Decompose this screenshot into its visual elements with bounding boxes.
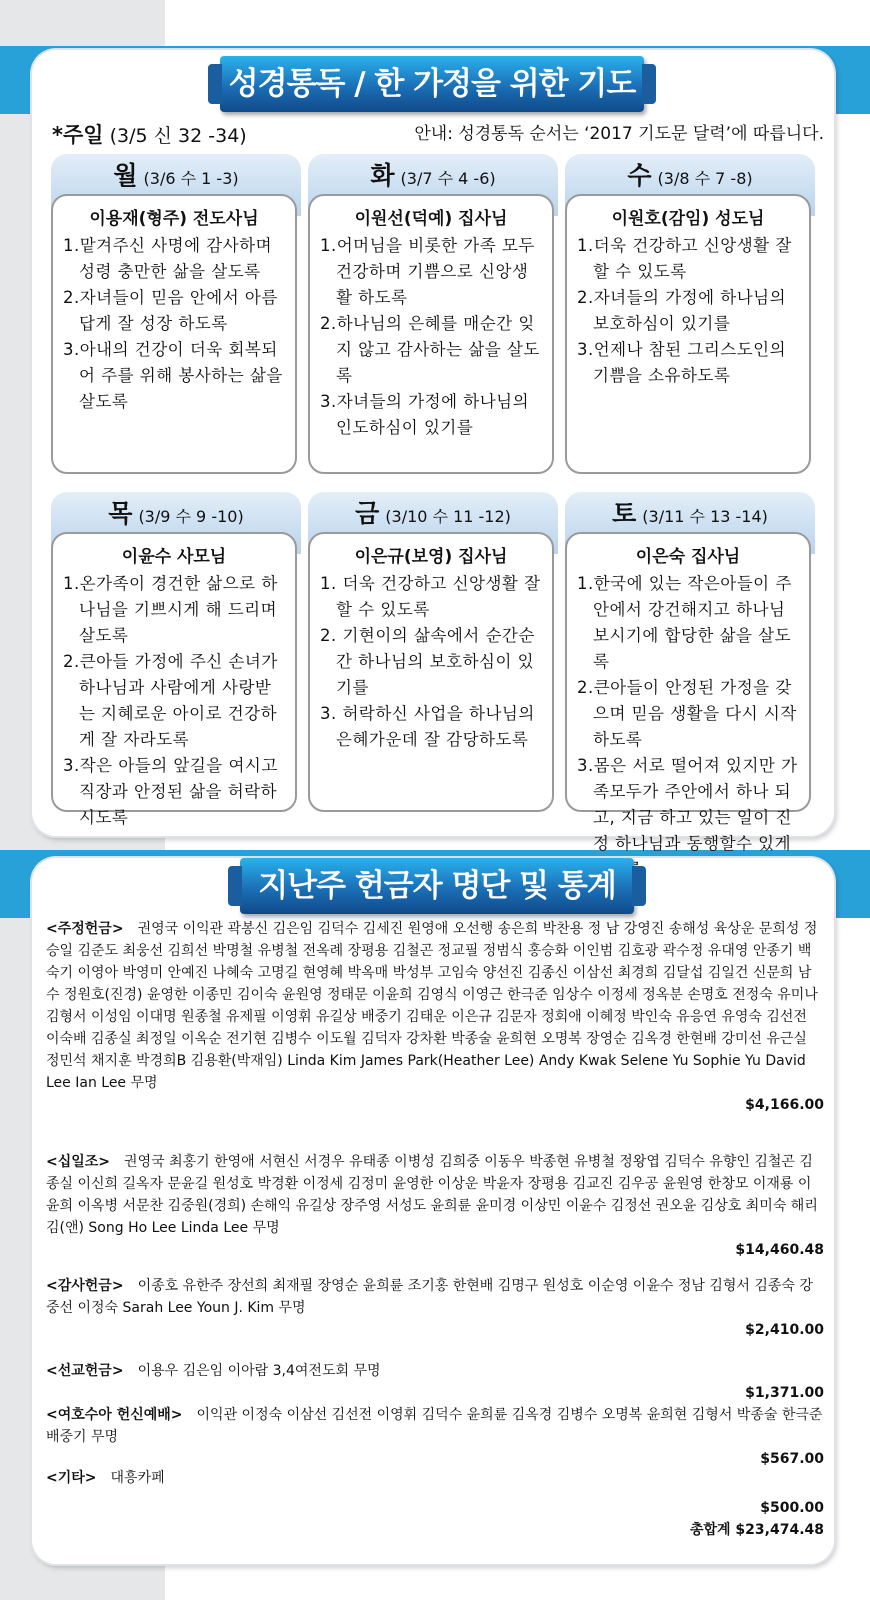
donation-label: <여호수아 헌신예배> [46, 1407, 183, 1423]
donation-label: <기타> [46, 1470, 97, 1486]
prayer-item: 1.온가족이 경건한 삶으로 하나님을 기쁘시게 해 드리며 살도록 [63, 574, 278, 645]
donation-label: <주정헌금> [46, 921, 124, 937]
donation-amount: $567.00 [760, 1451, 824, 1467]
prayer-box [565, 532, 811, 853]
donor-names: 이익관 이정숙 이삼선 김선전 이영휘 김덕수 윤희륜 김옥경 김병수 오명복 윤희현 김형서 박종술 한극준 배중기 무명 [46, 1407, 823, 1445]
donation-amount: $2,410.00 [745, 1322, 824, 1338]
donor-names: 권영국 최홍기 한영애 서현신 서경우 유태종 이병성 김희중 이동우 박종현 유병철 정왕엽 김덕수 유향인 김철곤 김종실 이신희 길옥자 문윤길 원성호 박경환 이정세 김정미 윤영한 이상운 박윤자 장평용 김교진 김우공 윤원영 한창모 이재룡 이윤희 이옥병 서문찬 김중원(경희) 손해익 유길상 장주영 서성도 윤희륜 윤미경 이상민 이윤수 김정선 권오윤 김상호 최미숙 해리김(앤) Song Ho Lee Linda Lee 무명 [46, 1154, 818, 1236]
reading-notice: 안내: 성경통독 순서는 ‘2017 기도문 달력’에 따릅니다. [414, 124, 824, 144]
prayer-item: 1.더욱 건강하고 신앙생활 잘 할 수 있도록 [577, 236, 792, 281]
donation-amount: $500.00 [760, 1500, 824, 1516]
prayer-item: 3.몸은 서로 떨어져 있지만 가족모두가 주안에서 하나 되고, 지금 하고 있는 일이 진정 하나님과 동행할수 있게 [577, 756, 798, 853]
prayer-item: 2.자녀들의 가정에 하나님의 보호하심이 있기를 [577, 288, 787, 333]
prayer-person: 이용재(형주) 전도사님 [89, 209, 259, 229]
day-header: 금 (3/10 수 11 -12) [308, 492, 558, 554]
offering-title: 지난주 헌금자 명단 및 통계 [240, 858, 634, 914]
prayer-box [51, 532, 297, 827]
donation-section-tithe [46, 1151, 824, 1261]
prayer-box [565, 194, 811, 474]
prayer-item: 1.한국에 있는 작은아들이 주안에서 강건해지고 하나님 보시기에 합당한 삶을 살도록 [577, 574, 792, 671]
prayer-person: 이원호(감임) 성도님 [611, 209, 765, 229]
donation-amount: $14,460.48 [735, 1242, 824, 1258]
donor-names: 대흥카페 [110, 1470, 165, 1486]
day-header: 목 (3/9 수 9 -10) [51, 492, 301, 554]
bible-reading-title: 성경통독 / 한 가정을 위한 기도 [220, 56, 644, 112]
prayer-item: 2. 기현이의 삶속에서 순간순간 하나님의 보호하심이 있기를 [320, 626, 535, 697]
donor-names: 이종호 유한주 장선희 최재필 장영순 윤희륜 조기홍 한현배 김명구 원성호 이순영 이윤수 정남 김형서 김종숙 강중선 이정숙 Sarah Lee Youn J. Kim 무명 [46, 1278, 813, 1316]
prayer-item: 3.언제나 참된 그리스도인의 기쁨을 소유하도록 [577, 340, 787, 385]
day-header: 화 (3/7 수 4 -6) [308, 154, 558, 216]
sunday-label: *주일 [52, 123, 104, 147]
prayer-box [308, 194, 554, 474]
day-card-sat [565, 492, 815, 853]
donor-names: 이용우 김은임 이아람 3,4여전도회 무명 [137, 1363, 381, 1379]
donation-section-mission [46, 1360, 824, 1404]
donation-amount: $1,371.00 [745, 1385, 824, 1401]
donation-label: <감사헌금> [46, 1278, 124, 1294]
prayer-person: 이원선(덕예) 집사님 [354, 209, 508, 229]
prayer-box [51, 194, 297, 474]
day-header: 수 (3/8 수 7 -8) [565, 154, 815, 216]
donation-amount: $4,166.00 [745, 1097, 824, 1113]
prayer-item: 1.어머님을 비롯한 가족 모두 건강하며 기쁨으로 신앙생활 하도록 [320, 236, 535, 307]
prayer-box [308, 532, 554, 812]
donation-section-tithe-weekly [46, 918, 824, 1116]
prayer-person: 이은숙 집사님 [635, 547, 741, 567]
prayer-person: 이윤수 사모님 [121, 547, 227, 567]
grand-total: 총합계 $23,474.48 [689, 1522, 824, 1538]
day-card-mon [51, 154, 301, 478]
sunday-ref: (3/5 신 32 -34) [109, 125, 247, 147]
sunday-reading [52, 119, 247, 149]
prayer-item: 3.아내의 건강이 더욱 회복되어 주를 위해 봉사하는 삶을 살도록 [63, 340, 283, 411]
prayer-item: 2.큰아들이 안정된 가정을 갖으며 믿음 생활을 다시 시작하도록 [577, 678, 797, 749]
donation-section-joshua [46, 1404, 824, 1470]
donation-label: <선교헌금> [46, 1363, 124, 1379]
day-card-fri [308, 492, 558, 816]
prayer-item: 3. 허락하신 사업을 하나님의 은혜가운데 잘 감당하도록 [320, 704, 535, 749]
day-header: 월 (3/6 수 1 -3) [51, 154, 301, 216]
day-card-thu [51, 492, 301, 827]
day-card-wed [565, 154, 815, 478]
donation-section-other [46, 1467, 824, 1541]
donor-names: 권영국 이익관 곽봉신 김은임 김덕수 김세진 원영애 오선행 송은희 박찬용 정 남 강영진 송해성 육상운 문희성 정승일 김준도 최웅선 김희선 박명철 유병철 전옥례 장평용 김철곤 정교필 정범식 홍승화 이인범 김호광 곽수정 유대영 안종기 백숙기 이영아 박영미 안예진 나혜숙 고명길 현영혜 박옥매 박성부 고임숙 양선진 김종신 이삼선 최경희 김달섭 김일건 신문희 남 수 정원호(진경) 윤영한 이종민 김이숙 윤원영 정태문 이윤희 김영식 이영근 한극준 임상수 이정세 정옥분 손명호 전정숙 유미나 김형서 이성임 이대명 원종철 유제필 이영휘 유길상 배중기 김태운 이은규 김문자 정회애 이혜정 박인숙 유응연 유영숙 김선전 이숙배 김종실 최정일 이옥순 전기현 김병수 이도월 김덕자 강차환 박종술 윤희현 오명복 장영순 김옥경 한현배 강미선 유근실 정민석 채지훈 박경희B 김용환(박재임) Linda Kim James Park(Heather Lee) Andy Kwak Selene Yu Sophie Yu David Lee Ian Lee 무명 [46, 921, 818, 1091]
prayer-item: 2.하나님의 은혜를 매순간 잊지 않고 감사하는 삶을 살도록 [320, 314, 540, 385]
prayer-item: 3.자녀들의 가정에 하나님의 인도하심이 있기를 [320, 392, 530, 437]
day-header: 토 (3/11 수 13 -14) [565, 492, 815, 554]
donation-section-thanks [46, 1275, 824, 1341]
donation-label: <십일조> [46, 1154, 111, 1170]
prayer-item: 2.큰아들 가정에 주신 손녀가 하나님과 사람에게 사랑받는 지혜로운 아이로 건강하게 잘 자라도록 [63, 652, 278, 749]
prayer-item: 3.작은 아들의 앞길을 여시고 직장과 안정된 삶을 허락하시도록 [63, 756, 278, 827]
day-card-tue [308, 154, 558, 478]
prayer-person: 이은규(보영) 집사님 [354, 547, 508, 567]
prayer-item: 2.자녀들이 믿음 안에서 아름답게 잘 성장 하도록 [63, 288, 278, 333]
prayer-item: 1. 더욱 건강하고 신앙생활 잘 할 수 있도록 [320, 574, 541, 619]
prayer-item: 1.맡겨주신 사명에 감사하며 성령 충만한 삶을 살도록 [63, 236, 273, 281]
